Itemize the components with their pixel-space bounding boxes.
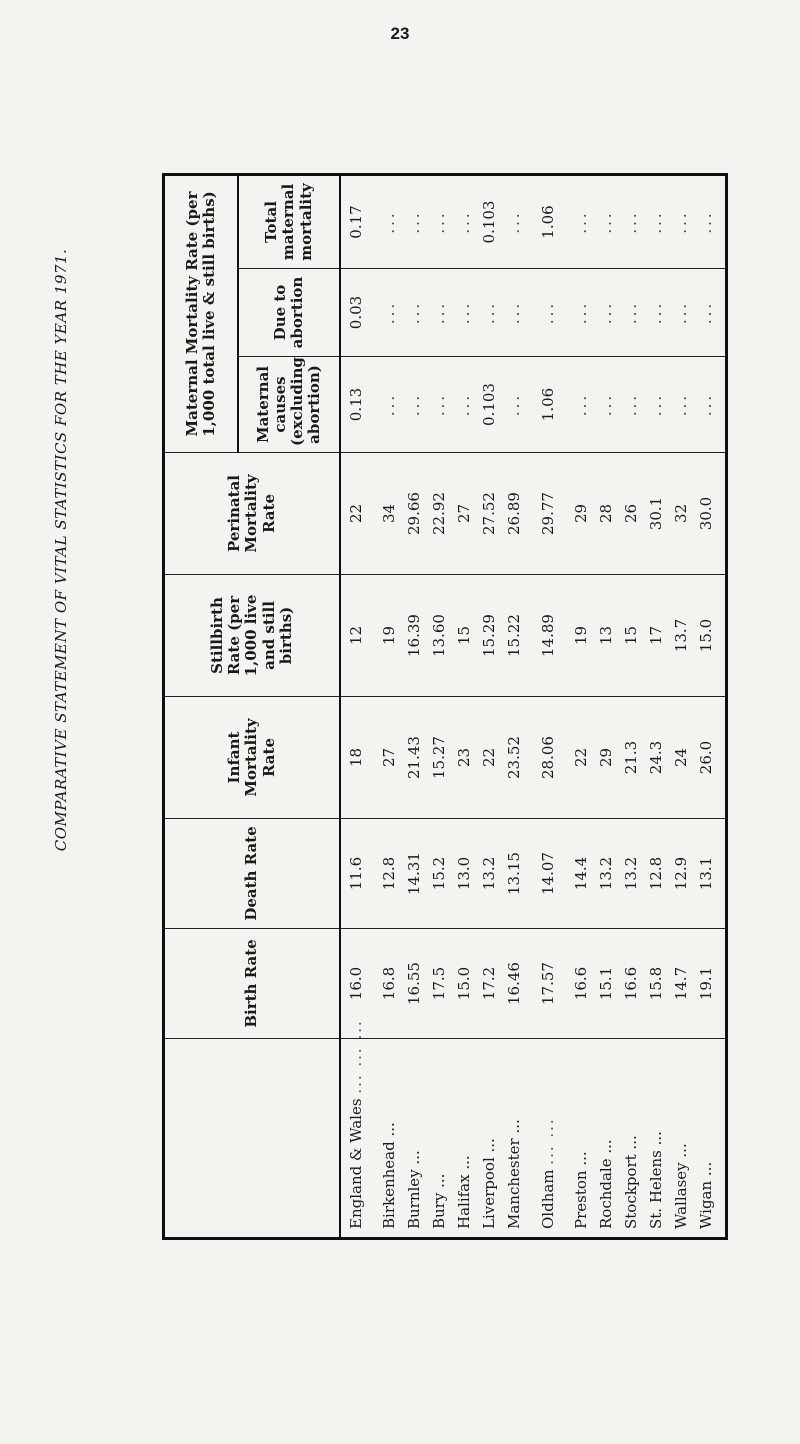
perinatal-mortality: 22: [340, 453, 371, 575]
birth-rate: 16.0: [340, 929, 371, 1039]
area-name: Oldham ... ...: [533, 1039, 563, 1239]
birth-rate: 16.8 16.55 17.5 15.0 17.2 16.46: [371, 929, 533, 1039]
stats-table: [162, 173, 728, 1240]
table-row: [340, 174, 371, 1238]
stillbirth-rate: 14.89: [533, 575, 563, 697]
total-maternal: ... ... ... ... 0.103 ...: [371, 174, 533, 268]
infant-mortality: 27 21.43 15.27 23 22 23.52: [371, 697, 533, 819]
header-birth-rate: Birth Rate: [164, 929, 341, 1039]
header-perinatal-mortality: Perinatal Mortality Rate: [164, 453, 341, 575]
header-abortion: Due to abortion: [238, 269, 340, 357]
area-name: England & Wales ... ... ...: [340, 1039, 371, 1239]
table-title: COMPARATIVE STATEMENT OF VITAL STATISTICS FOR THE YEAR 1971.: [52, 248, 70, 852]
death-rate: 14.07: [533, 819, 563, 929]
vital-statistics-table: [162, 176, 715, 1240]
header-death-rate: Death Rate: [164, 819, 341, 929]
abortion: ... ... ... ... ... ...: [563, 269, 727, 357]
perinatal-mortality: 29 28 26 30.1 32 30.0: [563, 453, 727, 575]
maternal-causes: ... ... ... ... 0.103 ...: [371, 357, 533, 453]
infant-mortality: 22 29 21.3 24.3 24 26.0: [563, 697, 727, 819]
table-row: [371, 174, 533, 1238]
maternal-causes: ... ... ... ... ... ...: [563, 357, 727, 453]
infant-mortality: 18: [340, 697, 371, 819]
maternal-causes: 1.06: [533, 357, 563, 453]
stillbirth-rate: 19 13 15 17 13.7 15.0: [563, 575, 727, 697]
death-rate: 12.8 14.31 15.2 13.0 13.2 13.15: [371, 819, 533, 929]
header-stillbirth-rate: Stillbirth Rate (per 1,000 live and still births): [164, 575, 341, 697]
birth-rate: 17.57: [533, 929, 563, 1039]
header-maternal-mortality: Maternal Mortality Rate (per 1,000 total live & still births): [164, 174, 239, 452]
infant-mortality: 28.06: [533, 697, 563, 819]
death-rate: 14.4 13.2 13.2 12.8 12.9 13.1: [563, 819, 727, 929]
perinatal-mortality: 29.77: [533, 453, 563, 575]
area-name: Birkenhead ... Burnley ... Bury ... Halifax ... Liverpool ... Manchester ...: [371, 1039, 533, 1239]
header-infant-mortality: Infant Mortality Rate: [164, 697, 341, 819]
stillbirth-rate: 12: [340, 575, 371, 697]
header-area: [164, 1039, 341, 1239]
area-name: Preston ... Rochdale ... Stockport ... St. Helens ... Wallasey ... Wigan ...: [563, 1039, 727, 1239]
abortion: ...: [533, 269, 563, 357]
death-rate: 11.6: [340, 819, 371, 929]
total-maternal: 1.06: [533, 174, 563, 268]
page-number: 23: [390, 24, 410, 43]
birth-rate: 16.6 15.1 16.6 15.8 14.7 19.1: [563, 929, 727, 1039]
total-maternal: 0.17: [340, 174, 371, 268]
maternal-causes: 0.13: [340, 357, 371, 453]
total-maternal: ... ... ... ... ... ...: [563, 174, 727, 268]
abortion: ... ... ... ... ... ...: [371, 269, 533, 357]
perinatal-mortality: 34 29.66 22.92 27 27.52 26.89: [371, 453, 533, 575]
table-row: [533, 174, 563, 1238]
table-row: [563, 174, 727, 1238]
header-maternal-causes: Maternal causes (excluding abortion): [238, 357, 340, 453]
abortion: 0.03: [340, 269, 371, 357]
stillbirth-rate: 19 16.39 13.60 15 15.29 15.22: [371, 575, 533, 697]
header-total-maternal: Total maternal mortality: [238, 174, 340, 268]
